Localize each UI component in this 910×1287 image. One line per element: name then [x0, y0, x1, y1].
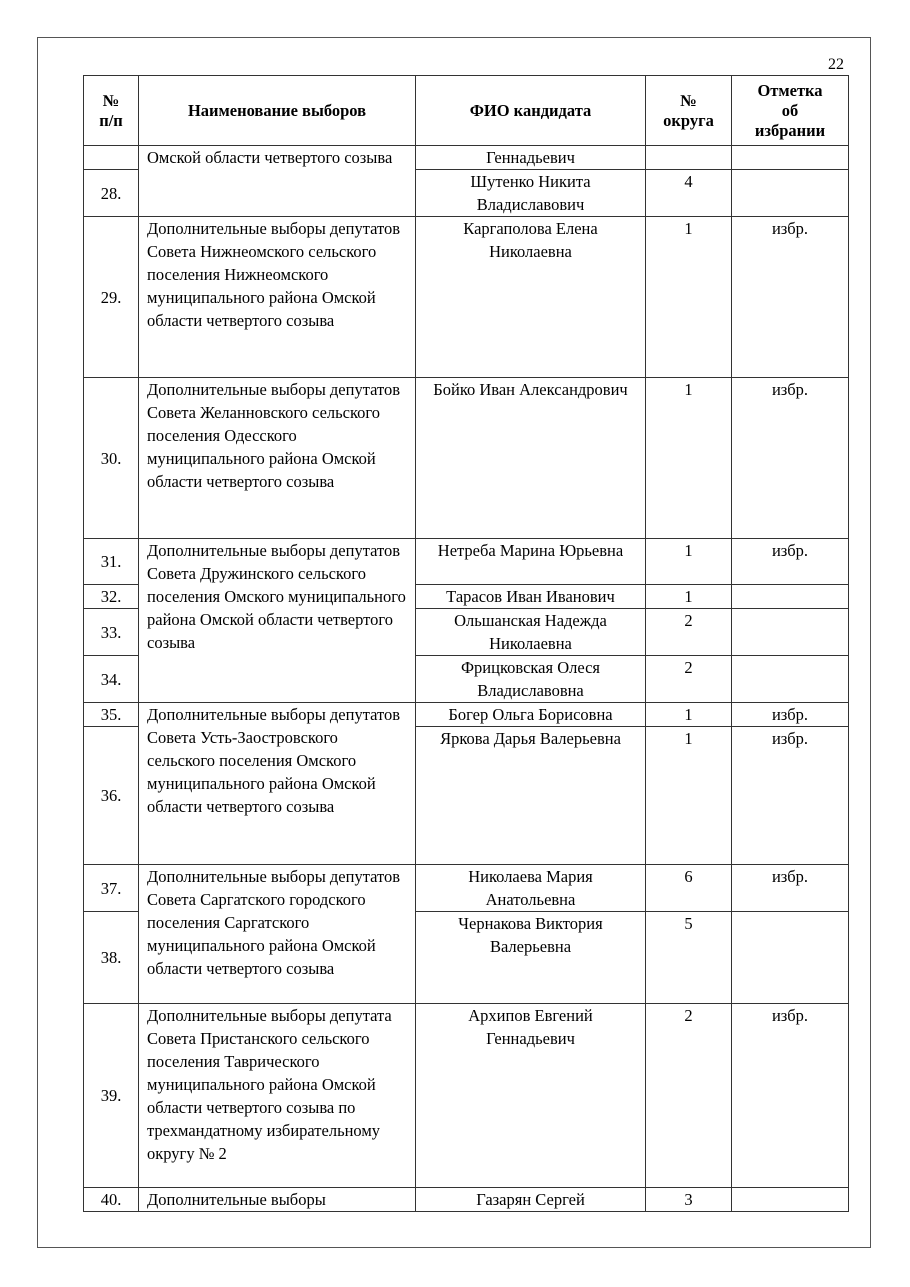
candidate-name: Фрицковская Олеся Владиславовна — [416, 656, 646, 703]
table-row — [84, 1004, 849, 1188]
election-mark: избр. — [732, 1004, 849, 1188]
candidate-name: Николаева Мария Анатольевна — [416, 865, 646, 912]
election-results-table — [83, 75, 849, 1212]
district-number: 4 — [646, 170, 732, 217]
district-number: 2 — [646, 1004, 732, 1188]
candidate-name: Чернакова Виктория Валерьевна — [416, 912, 646, 1004]
row-number: 33. — [84, 609, 139, 656]
row-number: 32. — [84, 585, 139, 609]
candidate-name: Богер Ольга Борисовна — [416, 703, 646, 727]
row-number: 31. — [84, 539, 139, 585]
election-mark: избр. — [732, 703, 849, 727]
election-mark: избр. — [732, 217, 849, 378]
district-number — [646, 146, 732, 170]
candidate-name: Яркова Дарья Валерьевна — [416, 727, 646, 865]
district-number: 2 — [646, 656, 732, 703]
header-candidate-name: ФИО кандидата — [416, 76, 646, 146]
header-election-mark: Отметка об избрании — [732, 76, 849, 146]
election-name: Дополнительные выборы депутата Совета Пристанского сельского поселения Таврического муниципального района Омской области четвертого созыва по трехмандатному избирательному округу № 2 — [139, 1004, 416, 1188]
candidate-name: Архипов Евгений Геннадьевич — [416, 1004, 646, 1188]
district-number: 1 — [646, 539, 732, 585]
election-name: Дополнительные выборы депутатов Совета Усть-Заостровского сельского поселения Омского муниципального района Омской области четвертого созыва — [139, 703, 416, 865]
election-mark — [732, 1188, 849, 1212]
row-number: 35. — [84, 703, 139, 727]
candidate-name: Нетреба Марина Юрьевна — [416, 539, 646, 585]
election-mark: избр. — [732, 727, 849, 865]
district-number: 1 — [646, 217, 732, 378]
election-name: Дополнительные выборы депутатов Совета Саргатского городского поселения Саргатского муниципального района Омской области четвертого созыва — [139, 865, 416, 1004]
table-row — [84, 217, 849, 378]
candidate-name: Ольшанская Надежда Николаевна — [416, 609, 646, 656]
election-mark — [732, 656, 849, 703]
election-name: Дополнительные выборы депутатов Совета Дружинского сельского поселения Омского муниципального района Омской области четвертого созыва — [139, 539, 416, 703]
header-num: № п/п — [84, 76, 139, 146]
page-number: 22 — [828, 56, 844, 73]
election-mark — [732, 170, 849, 217]
election-mark — [732, 585, 849, 609]
table-row — [84, 378, 849, 539]
district-number: 1 — [646, 703, 732, 727]
header-election-name: Наименование выборов — [139, 76, 416, 146]
election-mark: избр. — [732, 378, 849, 539]
candidate-name: Бойко Иван Александрович — [416, 378, 646, 539]
candidate-name: Тарасов Иван Иванович — [416, 585, 646, 609]
header-district: № округа — [646, 76, 732, 146]
row-number: 34. — [84, 656, 139, 703]
table-row — [84, 146, 849, 170]
candidate-name: Газарян Сергей — [416, 1188, 646, 1212]
row-number: 29. — [84, 217, 139, 378]
election-name: Дополнительные выборы — [139, 1188, 416, 1212]
table-row — [84, 865, 849, 912]
election-name: Омской области четвертого созыва — [139, 146, 416, 217]
row-number — [84, 146, 139, 170]
row-number: 36. — [84, 727, 139, 865]
election-mark — [732, 912, 849, 1004]
election-name: Дополнительные выборы депутатов Совета Нижнеомского сельского поселения Нижнеомского муниципального района Омской области четвертого созыва — [139, 217, 416, 378]
table-header-row — [84, 76, 849, 146]
election-mark: избр. — [732, 539, 849, 585]
election-mark — [732, 609, 849, 656]
district-number: 1 — [646, 727, 732, 865]
election-mark: избр. — [732, 865, 849, 912]
candidate-name: Каргаполова Елена Николаевна — [416, 217, 646, 378]
district-number: 3 — [646, 1188, 732, 1212]
candidate-name: Шутенко Никита Владиславович — [416, 170, 646, 217]
election-name: Дополнительные выборы депутатов Совета Желанновского сельского поселения Одесского муниципального района Омской области четвертого созыва — [139, 378, 416, 539]
district-number: 6 — [646, 865, 732, 912]
district-number: 2 — [646, 609, 732, 656]
row-number: 28. — [84, 170, 139, 217]
district-number: 5 — [646, 912, 732, 1004]
row-number: 39. — [84, 1004, 139, 1188]
district-number: 1 — [646, 378, 732, 539]
election-mark — [732, 146, 849, 170]
table-row — [84, 539, 849, 585]
row-number: 30. — [84, 378, 139, 539]
candidate-name: Геннадьевич — [416, 146, 646, 170]
table-row — [84, 703, 849, 727]
row-number: 38. — [84, 912, 139, 1004]
district-number: 1 — [646, 585, 732, 609]
table-row — [84, 1188, 849, 1212]
row-number: 40. — [84, 1188, 139, 1212]
row-number: 37. — [84, 865, 139, 912]
